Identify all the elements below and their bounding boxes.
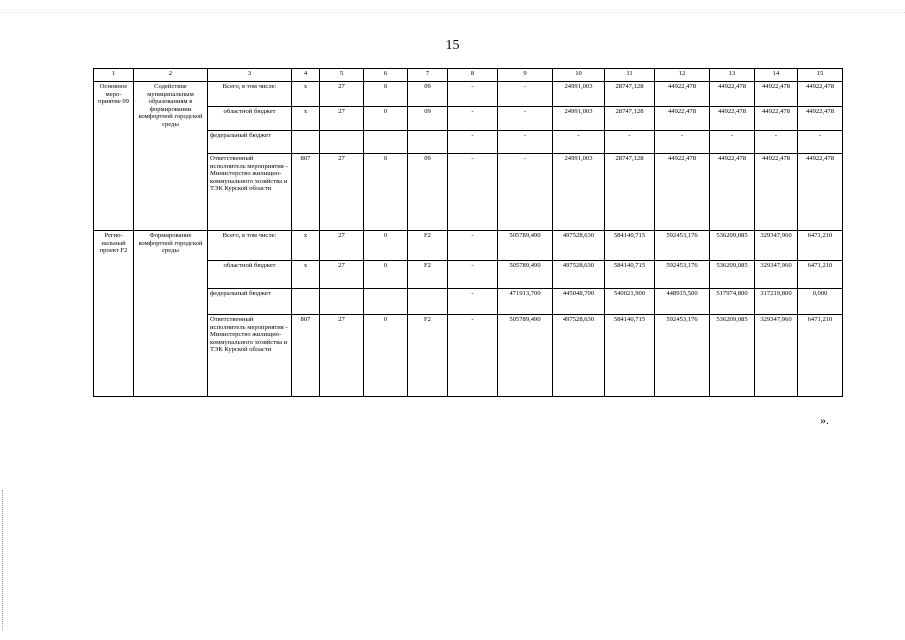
value-cell-c12: 592453,176 — [655, 231, 710, 261]
column-header: 1 — [94, 69, 134, 82]
value-cell-c4: х — [292, 261, 320, 289]
closing-quote-mark: ». — [820, 413, 829, 427]
value-cell-c11: 28747,128 — [605, 154, 655, 231]
value-cell-c4 — [292, 131, 320, 154]
value-cell-c11: 584140,715 — [605, 315, 655, 397]
column-header: 5 — [320, 69, 364, 82]
column-header: 4 — [292, 69, 320, 82]
scan-left-edge — [2, 490, 5, 630]
value-cell-c11: 28747,128 — [605, 82, 655, 107]
value-cell-c9: 505789,490 — [498, 261, 553, 289]
value-cell-c10: 24991,003 — [553, 154, 605, 231]
program-name-cell: Формирование комфортной городской среды — [134, 231, 208, 397]
value-cell-c13: 517974,800 — [710, 289, 755, 315]
column-header: 13 — [710, 69, 755, 82]
value-cell-c9: 471913,700 — [498, 289, 553, 315]
value-cell-c14: 44922,478 — [755, 82, 798, 107]
value-cell-c4: 807 — [292, 154, 320, 231]
value-cell-c8: - — [448, 289, 498, 315]
value-cell-c6: 0 — [364, 154, 408, 231]
value-cell-c9: 505789,490 — [498, 315, 553, 397]
value-cell-c12: - — [655, 131, 710, 154]
value-cell-c9: - — [498, 154, 553, 231]
value-cell-c12: 44922,478 — [655, 82, 710, 107]
value-cell-c10: 497528,630 — [553, 261, 605, 289]
value-cell-c5: 27 — [320, 107, 364, 131]
table-row — [94, 231, 843, 261]
program-code-cell: Регио-нальный проект F2 — [94, 231, 134, 397]
column-header: 10 — [553, 69, 605, 82]
column-header: 15 — [798, 69, 843, 82]
value-cell-c11: 584140,715 — [605, 261, 655, 289]
value-cell-c4 — [292, 289, 320, 315]
column-header: 14 — [755, 69, 798, 82]
column-header: 8 — [448, 69, 498, 82]
funding-source-cell: федеральный бюджет — [208, 131, 292, 154]
column-header: 9 — [498, 69, 553, 82]
value-cell-c10: 24991,003 — [553, 82, 605, 107]
value-cell-c15: 6471,210 — [798, 231, 843, 261]
value-cell-c4: 807 — [292, 315, 320, 397]
value-cell-c8: - — [448, 231, 498, 261]
value-cell-c15: 44922,478 — [798, 154, 843, 231]
value-cell-c15: 0,000 — [798, 289, 843, 315]
value-cell-c7: F2 — [408, 315, 448, 397]
value-cell-c13: 536209,085 — [710, 261, 755, 289]
value-cell-c11: - — [605, 131, 655, 154]
value-cell-c12: 44922,478 — [655, 107, 710, 131]
value-cell-c12: 592453,176 — [655, 261, 710, 289]
value-cell-c10: 445048,700 — [553, 289, 605, 315]
funding-source-cell: Всего, в том числе: — [208, 231, 292, 261]
value-cell-c15: - — [798, 131, 843, 154]
funding-source-cell: Ответственный исполнитель мероприятия - Министерство жилищно-коммунального хозяйства и ТЭК Курской области — [208, 315, 292, 397]
value-cell-c7: 09 — [408, 154, 448, 231]
value-cell-c5 — [320, 131, 364, 154]
value-cell-c13: 44922,478 — [710, 107, 755, 131]
value-cell-c10: - — [553, 131, 605, 154]
value-cell-c12: 448915,500 — [655, 289, 710, 315]
value-cell-c5: 27 — [320, 315, 364, 397]
value-cell-c14: 329347,960 — [755, 261, 798, 289]
column-header: 12 — [655, 69, 710, 82]
table-row — [94, 82, 843, 107]
value-cell-c4: х — [292, 231, 320, 261]
value-cell-c8: - — [448, 154, 498, 231]
value-cell-c9: - — [498, 131, 553, 154]
value-cell-c5: 27 — [320, 82, 364, 107]
column-header: 6 — [364, 69, 408, 82]
value-cell-c13: - — [710, 131, 755, 154]
funding-source-cell: Ответственный исполнитель мероприятия - Министерство жилищно-коммунального хозяйства и ТЭК Курской области — [208, 154, 292, 231]
page-number: 15 — [445, 38, 460, 53]
value-cell-c12: 592453,176 — [655, 315, 710, 397]
value-cell-c9: 505789,490 — [498, 231, 553, 261]
value-cell-c8: - — [448, 315, 498, 397]
value-cell-c13: 536209,085 — [710, 315, 755, 397]
value-cell-c7 — [408, 131, 448, 154]
value-cell-c6: 0 — [364, 82, 408, 107]
funding-source-cell: областной бюджет — [208, 261, 292, 289]
value-cell-c6: 0 — [364, 107, 408, 131]
value-cell-c14: 44922,478 — [755, 154, 798, 231]
value-cell-c10: 497528,630 — [553, 315, 605, 397]
column-header: 3 — [208, 69, 292, 82]
value-cell-c11: 584140,715 — [605, 231, 655, 261]
value-cell-c5 — [320, 289, 364, 315]
funding-source-cell: областной бюджет — [208, 107, 292, 131]
column-header: 7 — [408, 69, 448, 82]
value-cell-c7 — [408, 289, 448, 315]
value-cell-c15: 44922,478 — [798, 82, 843, 107]
value-cell-c7: 09 — [408, 107, 448, 131]
value-cell-c7: F2 — [408, 261, 448, 289]
budget-table — [93, 68, 843, 397]
value-cell-c12: 44922,478 — [655, 154, 710, 231]
value-cell-c14: 44922,478 — [755, 107, 798, 131]
value-cell-c8: - — [448, 107, 498, 131]
value-cell-c15: 6471,210 — [798, 261, 843, 289]
value-cell-c14: 329347,960 — [755, 315, 798, 397]
value-cell-c5: 27 — [320, 231, 364, 261]
value-cell-c8: - — [448, 261, 498, 289]
program-name-cell: Содействие муниципальным образованиям в формировании комфортной городской среды — [134, 82, 208, 231]
value-cell-c6: 0 — [364, 315, 408, 397]
value-cell-c15: 44922,478 — [798, 107, 843, 131]
value-cell-c15: 6471,210 — [798, 315, 843, 397]
value-cell-c11: 540021,900 — [605, 289, 655, 315]
value-cell-c13: 44922,478 — [710, 82, 755, 107]
value-cell-c5: 27 — [320, 261, 364, 289]
value-cell-c9: - — [498, 107, 553, 131]
value-cell-c14: - — [755, 131, 798, 154]
value-cell-c7: 09 — [408, 82, 448, 107]
value-cell-c6: 0 — [364, 261, 408, 289]
funding-source-cell: федеральный бюджет — [208, 289, 292, 315]
scan-top-edge — [0, 12, 905, 13]
value-cell-c6 — [364, 131, 408, 154]
value-cell-c4: х — [292, 107, 320, 131]
value-cell-c8: - — [448, 82, 498, 107]
column-header: 11 — [605, 69, 655, 82]
value-cell-c6 — [364, 289, 408, 315]
value-cell-c9: - — [498, 82, 553, 107]
table-header-row — [94, 69, 843, 82]
column-header: 2 — [134, 69, 208, 82]
value-cell-c10: 497528,630 — [553, 231, 605, 261]
value-cell-c6: 0 — [364, 231, 408, 261]
value-cell-c13: 44922,478 — [710, 154, 755, 231]
funding-source-cell: Всего, в том числе: — [208, 82, 292, 107]
value-cell-c10: 24991,003 — [553, 107, 605, 131]
value-cell-c13: 536209,085 — [710, 231, 755, 261]
value-cell-c8: - — [448, 131, 498, 154]
program-code-cell: Основное меро-приятие 09 — [94, 82, 134, 231]
value-cell-c11: 28747,128 — [605, 107, 655, 131]
value-cell-c5: 27 — [320, 154, 364, 231]
value-cell-c14: 329347,960 — [755, 231, 798, 261]
value-cell-c14: 317219,800 — [755, 289, 798, 315]
value-cell-c4: х — [292, 82, 320, 107]
value-cell-c7: F2 — [408, 231, 448, 261]
